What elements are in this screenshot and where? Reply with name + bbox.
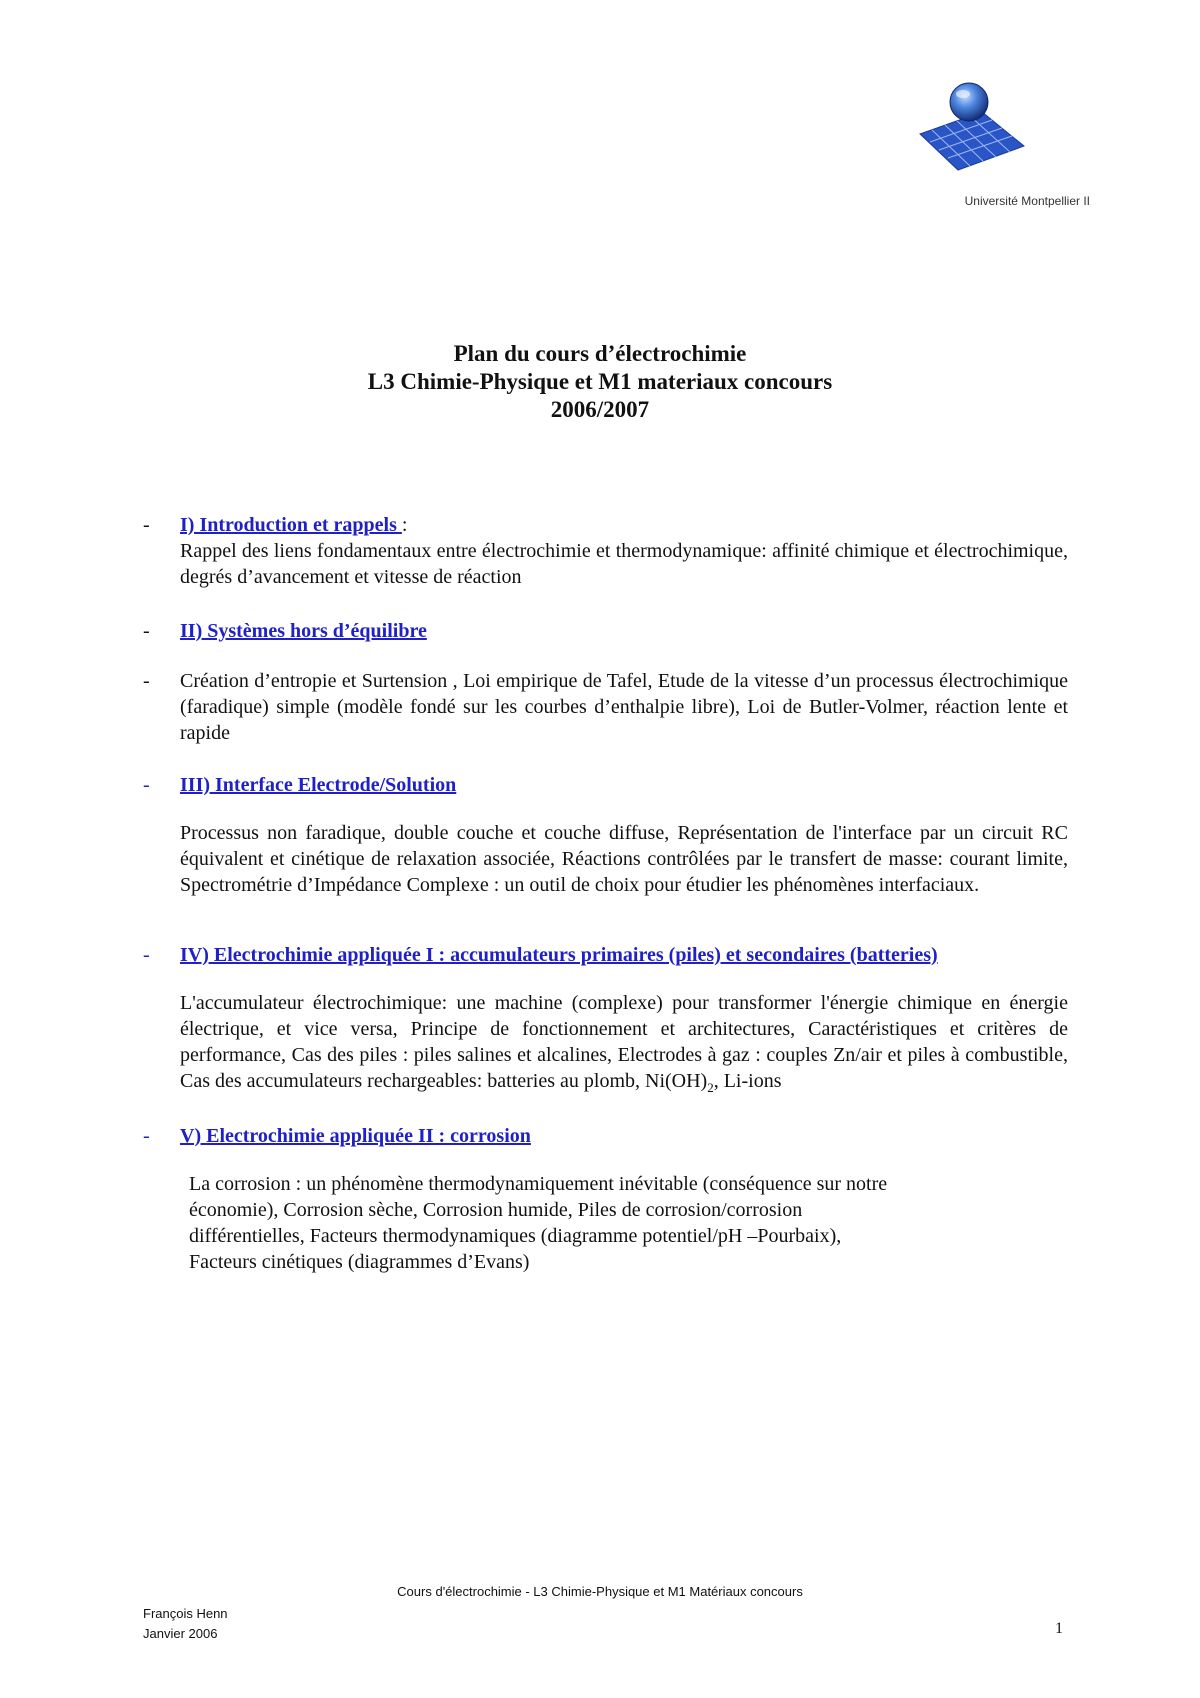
section-1-colon: : [401, 514, 408, 536]
title-line-2: L3 Chimie-Physique et M1 materiaux concours [367, 369, 833, 394]
globe-grid-icon [912, 62, 1090, 190]
section-1-heading[interactable]: I) Introduction et rappels [180, 514, 402, 536]
section-5-line-1: La corrosion : un phénomène thermodynamiquement inévitable (conséquence sur notre [189, 1173, 888, 1195]
section-2-heading[interactable]: II) Systèmes hors d’équilibre [180, 620, 427, 642]
section-3-body: Processus non faradique, double couche et couche diffuse, Représentation de l'interface par un circuit RC équivalent et cinétique de relaxation associée, Réactions contrôlées par le transfert de masse: courant limite, Spectrométrie d’Impédance Complexe : un outil de choix pour étudier les phénomènes interfaciaux. [180, 822, 1068, 896]
section-5 [143, 1123, 1068, 1149]
section-2-item [143, 668, 1068, 746]
section-4 [143, 942, 1068, 968]
section-2-body: Création d’entropie et Surtension , Loi empirique de Tafel, Etude de la vitesse d’un processus électrochimique (faradique) simple (modèle fondé sur les courbes d’enthalpie libre), Loi de Butler-Volmer, réaction lente et rapide [180, 670, 1068, 744]
document-title [150, 340, 1050, 424]
subscript-2: 2 [707, 1080, 714, 1095]
footer-date: Janvier 2006 [143, 1626, 218, 1641]
university-name: Université Montpellier II [964, 194, 1090, 208]
title-line-1: Plan du cours d’électrochimie [453, 341, 747, 366]
section-5-heading[interactable]: V) Electrochimie appliquée II : corrosion [180, 1125, 531, 1147]
bullet-dash: - [143, 514, 150, 536]
section-2 [143, 618, 1068, 644]
page-number: 1 [1055, 1620, 1063, 1637]
bullet-dash: - [143, 1125, 150, 1147]
section-5-line-2: économie), Corrosion sèche, Corrosion humide, Piles de corrosion/corrosion [189, 1199, 803, 1221]
bullet-dash: - [143, 620, 150, 642]
bullet-dash: - [143, 944, 150, 966]
section-5-line-4: Facteurs cinétiques (diagrammes d’Evans) [189, 1251, 530, 1273]
section-3-heading[interactable]: III) Interface Electrode/Solution [180, 774, 457, 796]
university-logo [912, 62, 1090, 222]
bullet-dash: - [143, 774, 150, 796]
section-4-body-end: , Li-ions [713, 1070, 782, 1092]
section-5-line-3: différentielles, Facteurs thermodynamiques (diagramme potentiel/pH –Pourbaix), [189, 1225, 842, 1247]
footer-author: François Henn [143, 1606, 228, 1621]
section-1 [143, 512, 1068, 590]
title-line-3: 2006/2007 [550, 397, 650, 422]
section-4-body-text: L'accumulateur électrochimique: une machine (complexe) pour transformer l'énergie chimique en énergie électrique, et vice versa, Principe de fonctionnement et architectures, Caractéristiques et critères de performance, Cas des piles : piles salines et alcalines, Electrodes à gaz : couples Zn/air et piles à combustible, Cas des accumulateurs rechargeables: batteries au plomb, Ni(OH) [180, 992, 1068, 1092]
footer-course-title: Cours d'électrochimie - L3 Chimie-Physique et M1 Matériaux concours [397, 1584, 803, 1599]
bullet-dash: - [143, 670, 150, 692]
footer-author-block [143, 1604, 228, 1644]
section-1-body: Rappel des liens fondamentaux entre électrochimie et thermodynamique: affinité chimique et électrochimique, degrés d’avancement et vitesse de réaction [180, 540, 1068, 588]
course-outline [143, 512, 1068, 1275]
section-3 [143, 772, 1068, 798]
section-5-body [143, 1171, 1068, 1275]
section-4-body [143, 990, 1068, 1101]
section-4-heading[interactable]: IV) Electrochimie appliquée I : accumulateurs primaires (piles) et secondaires (batteries) [180, 944, 938, 966]
